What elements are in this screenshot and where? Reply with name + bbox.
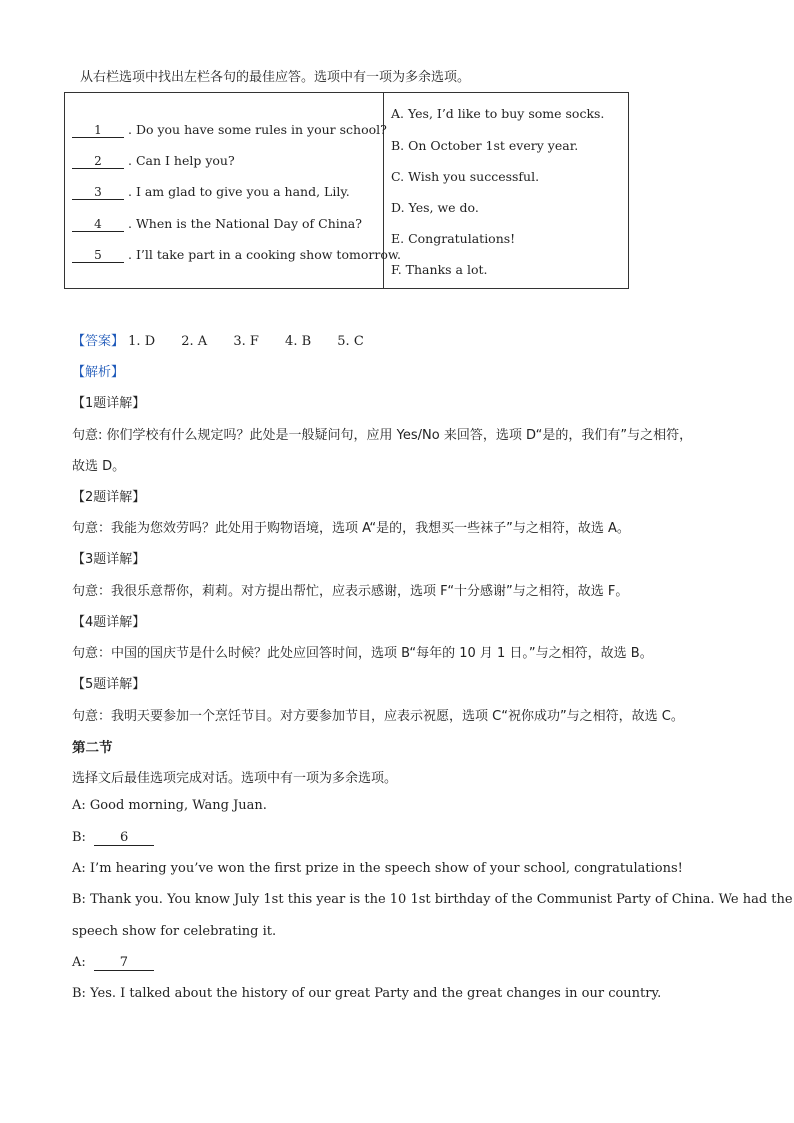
question-4	[72, 216, 362, 232]
detail-5-title: 【5题详解】	[72, 677, 146, 692]
answer-line	[72, 330, 386, 349]
detail-1-text-cont: 故选 D。	[72, 459, 126, 474]
answer-item: 2. A	[181, 334, 208, 349]
question-text: . I’ll take part in a cooking show tomorrow.	[128, 247, 402, 262]
dialogue-line	[72, 924, 276, 939]
dialogue-text: I’m hearing you’ve won the first prize in the speech show of your school, congratulations!	[89, 861, 683, 876]
question-2	[72, 153, 235, 169]
answer-blank: 4	[72, 218, 124, 232]
dialogue-text: speech show for celebrating it.	[72, 924, 277, 939]
question-3	[72, 184, 350, 200]
speaker: B:	[72, 986, 86, 1001]
answer-blank: 6	[94, 830, 154, 846]
options-column	[384, 93, 628, 288]
question-text: . When is the National Day of China?	[128, 216, 362, 231]
detail-2-text: 句意：我能为您效劳吗？此处用于购物语境，选项 A“是的，我想买一些袜子”与之相符，故选 A。	[72, 521, 630, 536]
answer-blank: 1	[72, 124, 124, 138]
dialogue-line	[72, 892, 793, 907]
question-text: . I am glad to give you a hand, Lily.	[128, 184, 350, 199]
dialogue-line	[72, 955, 154, 971]
question-1	[72, 122, 387, 138]
question-text: . Can I help you?	[128, 153, 235, 168]
option-e: E. Congratulations!	[391, 231, 516, 246]
detail-4-title: 【4题详解】	[72, 615, 146, 630]
analysis-tag: 【解析】	[72, 365, 125, 380]
dialogue-line	[72, 986, 661, 1001]
matching-instruction: 从右栏选项中找出左栏各句的最佳应答。选项中有一项为多余选项。	[80, 70, 471, 85]
speaker: A:	[72, 955, 86, 970]
speaker: B:	[72, 830, 86, 845]
question-5	[72, 247, 401, 263]
detail-4-text: 句意：中国的国庆节是什么时候？此处应回答时间，选项 B“每年的 10 月 1 日。”与之相符，故选 B。	[72, 646, 653, 661]
answer-blank: 2	[72, 155, 124, 169]
detail-1-title: 【1题详解】	[72, 396, 146, 411]
detail-1-text: 句意: 你们学校有什么规定吗？此处是一般疑问句，应用 Yes/No 来回答，选项 D“是的，我们有”与之相符，	[72, 428, 693, 443]
question-text: . Do you have some rules in your school?	[128, 122, 387, 137]
dialogue-line	[72, 798, 267, 813]
detail-3-title: 【3题详解】	[72, 552, 146, 567]
speaker: A:	[72, 861, 86, 876]
answer-item: 1. D	[128, 334, 156, 349]
option-b: B. On October 1st every year.	[391, 138, 579, 153]
option-d: D. Yes, we do.	[391, 200, 479, 215]
speaker: B:	[72, 892, 86, 907]
dialogue-text: Good morning, Wang Juan.	[89, 798, 267, 813]
answer-tag: 【答案】	[72, 334, 125, 349]
dialogue-text: Thank you. You know July 1st this year is the 10 1st birthday of the Communist Party of China. We had the	[90, 892, 793, 907]
dialogue-text: Yes. I talked about the history of our great Party and the great changes in our country.	[90, 986, 662, 1001]
option-a: A. Yes, I’d like to buy some socks.	[391, 106, 605, 121]
option-c: C. Wish you successful.	[391, 169, 540, 184]
answer-item: 3. F	[233, 334, 259, 349]
speaker: A:	[72, 798, 86, 813]
section-title: 第二节	[72, 740, 113, 756]
dialogue-line	[72, 861, 683, 876]
detail-5-text: 句意：我明天要参加一个烹饪节目。对方要参加节目，应表示祝愿，选项 C“祝你成功”与之相符，故选 C。	[72, 709, 684, 724]
answer-blank: 5	[72, 249, 124, 263]
dialogue-line	[72, 830, 154, 846]
option-f: F. Thanks a lot.	[391, 262, 488, 277]
section-instruction: 选择文后最佳选项完成对话。选项中有一项为多余选项。	[72, 771, 398, 786]
detail-3-text: 句意：我很乐意帮你，莉莉。对方提出帮忙，应表示感谢，选项 F“十分感谢”与之相符，故选 F。	[72, 584, 629, 599]
detail-2-title: 【2题详解】	[72, 490, 146, 505]
answer-blank: 3	[72, 186, 124, 200]
answer-item: 4. B	[285, 334, 312, 349]
answer-blank: 7	[94, 955, 154, 971]
answer-item: 5. C	[337, 334, 364, 349]
